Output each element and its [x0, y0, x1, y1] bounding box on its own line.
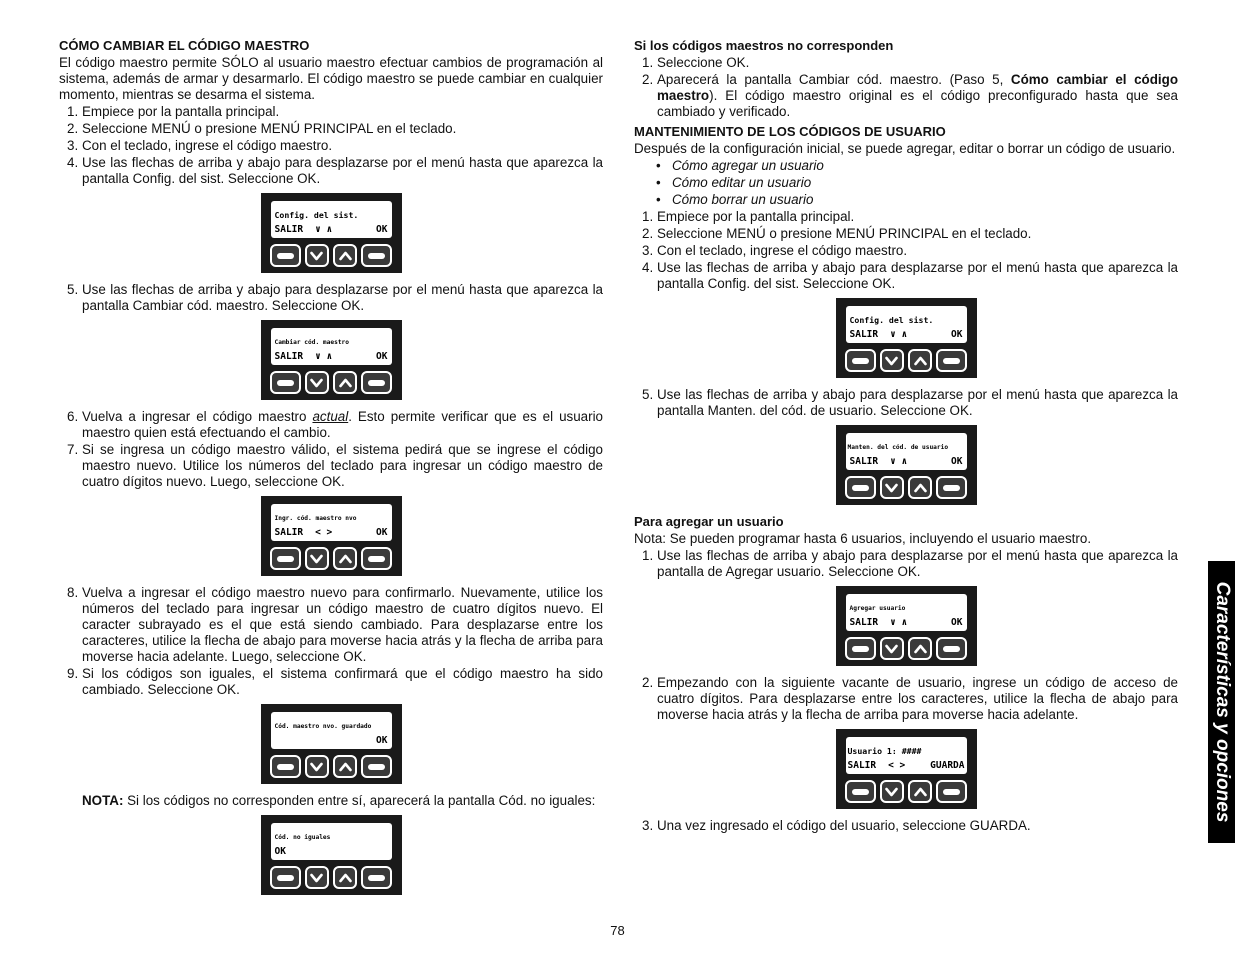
dash-icon: [368, 556, 385, 562]
keypad-screen: [271, 712, 392, 749]
chevron-down-icon: [885, 356, 898, 366]
right-softkey-button[interactable]: [936, 637, 967, 660]
section-title-mismatch: Si los códigos maestros no corresponden: [634, 38, 894, 53]
right-softkey-button[interactable]: [361, 547, 392, 570]
note-paragraph: [82, 793, 603, 809]
softkey-right: OK: [376, 351, 388, 362]
screen-softkeys: [850, 454, 963, 470]
down-arrow-button[interactable]: [305, 547, 329, 570]
screen-softkeys: [275, 349, 388, 365]
screen-softkeys: [275, 844, 388, 860]
step-text: Si se ingresa un código maestro válido, el sistema pedirá que se ingrese el código maestro nuevo. Utilice los números del teclado para ingresar un código maestro de cuatro dígitos nuevo. Luego, seleccione OK.: [82, 442, 603, 489]
dash-icon: [943, 646, 960, 652]
chevron-up-icon: [339, 873, 352, 883]
step-text-pre: Aparecerá la pantalla Cambiar cód. maestro. (Paso 5,: [657, 72, 1011, 87]
steps-list: [67, 104, 603, 187]
keypad-device: [836, 586, 977, 666]
down-arrow-button[interactable]: [305, 866, 329, 889]
dash-icon: [368, 253, 385, 259]
chevron-up-icon: [914, 644, 927, 654]
step-number: 4.: [67, 155, 79, 170]
keypad-device: [261, 496, 402, 576]
keypad-buttons: [270, 244, 393, 268]
steps-list: [642, 55, 1178, 120]
step-number: 2.: [642, 72, 654, 87]
up-arrow-button[interactable]: [908, 476, 932, 499]
chevron-down-icon: [310, 251, 323, 261]
list-item: [642, 260, 1178, 292]
screen-title: Config. del sist.: [274, 210, 359, 220]
bullet-text: Cómo editar un usuario: [672, 175, 812, 190]
chevron-up-icon: [914, 483, 927, 493]
left-softkey-button[interactable]: [845, 349, 876, 372]
dash-icon: [277, 253, 294, 259]
maintenance-intro: Después de la configuración inicial, se puede agregar, editar o borrar un código de usuario.: [634, 141, 1176, 156]
step-text: Seleccione MENÚ o presione MENÚ PRINCIPAL en el teclado.: [657, 226, 1032, 241]
down-arrow-button[interactable]: [305, 371, 329, 394]
down-arrow-button[interactable]: [305, 755, 329, 778]
right-softkey-button[interactable]: [361, 866, 392, 889]
steps-list: [67, 282, 603, 314]
right-column: [634, 38, 1178, 835]
chevron-up-icon: [339, 378, 352, 388]
list-item: [642, 387, 1178, 419]
up-arrow-button[interactable]: [908, 349, 932, 372]
step-text: Seleccione OK.: [657, 55, 750, 70]
down-arrow-button[interactable]: [880, 349, 904, 372]
left-softkey-button[interactable]: [270, 371, 301, 394]
softkey-left: SALIR: [849, 329, 879, 340]
list-item: [67, 442, 603, 490]
right-softkey-button[interactable]: [361, 755, 392, 778]
dash-icon: [277, 764, 294, 770]
keypad-buttons: [270, 755, 393, 779]
list-item: [67, 585, 603, 665]
list-item: [67, 138, 603, 154]
chevron-down-icon: [310, 378, 323, 388]
step-number: 5.: [67, 282, 79, 297]
left-softkey-button[interactable]: [270, 244, 301, 267]
left-softkey-button[interactable]: [845, 780, 876, 803]
side-section-tab: [1208, 561, 1235, 843]
keypad-buttons: [270, 547, 393, 571]
up-arrow-button[interactable]: [333, 547, 357, 570]
softkey-left: SALIR: [847, 760, 877, 771]
list-item: [67, 666, 603, 698]
down-arrow-button[interactable]: [880, 476, 904, 499]
step-text: Empezando con la siguiente vacante de usuario, ingrese un código de acceso de cuatro dígitos. Para desplazarse entre los caracteres, utilice la flecha de abajo para moverse hacia atrás y la flecha de arriba para moverse hacia adelante.: [657, 675, 1178, 722]
step-text: Si los códigos son iguales, el sistema confirmará que el código maestro ha sido cambiado. Seleccione OK.: [82, 666, 603, 697]
dash-icon: [368, 875, 385, 881]
list-item: [67, 104, 603, 120]
screen-softkeys: [850, 615, 963, 631]
section-title-add-user: Para agregar un usuario: [634, 514, 784, 529]
step-number: 1.: [67, 104, 79, 119]
chevron-down-icon: [885, 644, 898, 654]
steps-list: [642, 675, 1178, 723]
step-text: Una vez ingresado el código del usuario, seleccione GUARDA.: [657, 818, 1031, 833]
keypad-device: [261, 193, 402, 273]
down-arrow-button[interactable]: [880, 780, 904, 803]
keypad-buttons: [845, 637, 968, 661]
softkey-left: SALIR: [849, 456, 879, 467]
list-item: [642, 72, 1178, 120]
keypad-screen: [846, 594, 967, 631]
softkey-left: SALIR: [849, 617, 879, 628]
step-text: Use las flechas de arriba y abajo para desplazarse por el menú hasta que aparezca la pantalla Cambiar cód. maestro. Seleccione OK.: [82, 282, 603, 313]
list-item: [642, 818, 1178, 834]
step-number: 2.: [642, 226, 654, 241]
right-softkey-button[interactable]: [361, 371, 392, 394]
left-softkey-button[interactable]: [270, 866, 301, 889]
list-item: [67, 282, 603, 314]
softkey-arrows: ∨ ∧: [315, 224, 333, 235]
list-item: [642, 675, 1178, 723]
chevron-up-icon: [914, 787, 927, 797]
section-title-maintenance: MANTENIMIENTO DE LOS CÓDIGOS DE USUARIO: [634, 124, 946, 139]
list-item: [67, 155, 603, 187]
up-arrow-button[interactable]: [333, 371, 357, 394]
add-user-note: Nota: Se pueden programar hasta 6 usuarios, incluyendo el usuario maestro.: [634, 531, 1092, 546]
list-item: [656, 158, 1178, 174]
step-text: Seleccione MENÚ o presione MENÚ PRINCIPAL en el teclado.: [82, 121, 457, 136]
bullet-list: [656, 158, 1178, 208]
down-arrow-button[interactable]: [305, 244, 329, 267]
right-softkey-button[interactable]: [936, 780, 967, 803]
intro-paragraph: El código maestro permite SÓLO al usuario maestro efectuar cambios de programación al sistema, además de armar y desarmarlo. El código maestro se puede cambiar en cualquier momento, mientras se desarma el sistema.: [59, 55, 603, 102]
steps-list: [642, 209, 1178, 292]
chevron-up-icon: [339, 762, 352, 772]
up-arrow-button[interactable]: [333, 755, 357, 778]
steps-list: [642, 818, 1178, 834]
dash-icon: [368, 764, 385, 770]
keypad-screen: [846, 737, 967, 774]
up-arrow-button[interactable]: [333, 244, 357, 267]
keypad-device: [836, 298, 977, 378]
note-label: NOTA:: [82, 793, 124, 808]
step-text-post: ). El código maestro original es el código preconfigurado hasta que sea cambiado y verificado.: [657, 88, 1178, 119]
step-text: Use las flechas de arriba y abajo para desplazarse por el menú hasta que aparezca la pantalla Config. del sist. Seleccione OK.: [657, 260, 1178, 291]
bullet-text: Cómo agregar un usuario: [672, 158, 824, 173]
up-arrow-button[interactable]: [908, 780, 932, 803]
screen-softkeys: [275, 733, 388, 749]
screen-softkeys: [275, 525, 388, 541]
step-text-pre: Vuelva a ingresar el código maestro: [82, 409, 313, 424]
softkey-arrows: < >: [315, 527, 333, 538]
list-item: [656, 175, 1178, 191]
list-item: [642, 209, 1178, 225]
right-softkey-button[interactable]: [936, 349, 967, 372]
bullet-icon: •: [656, 192, 661, 207]
page-number: 78: [610, 923, 625, 938]
chevron-down-icon: [310, 762, 323, 772]
step-text: Con el teclado, ingrese el código maestro.: [657, 243, 908, 258]
list-item: [642, 548, 1178, 580]
softkey-left: SALIR: [274, 351, 304, 362]
step-number: 1.: [642, 209, 654, 224]
dash-icon: [277, 875, 294, 881]
left-softkey-button[interactable]: [270, 547, 301, 570]
keypad-device: [261, 704, 402, 784]
step-number: 5.: [642, 387, 654, 402]
step-text: Empiece por la pantalla principal.: [657, 209, 855, 224]
softkey-arrows: ∨ ∧: [890, 456, 908, 467]
step-number: 1.: [642, 548, 654, 563]
bullet-icon: •: [656, 158, 661, 173]
dash-icon: [943, 358, 960, 364]
screen-title: Usuario 1: ####: [847, 746, 922, 756]
softkey-left: SALIR: [274, 527, 304, 538]
keypad-screen: [271, 823, 392, 860]
step-text-post: . Esto permite verificar que es el usuario maestro quien está efectuando el cambio.: [82, 409, 603, 440]
step-number: 4.: [642, 260, 654, 275]
step-text: Use las flechas de arriba y abajo para desplazarse por el menú hasta que aparezca la pantalla de Agregar usuario. Seleccione OK.: [657, 548, 1178, 579]
keypad-screen: [271, 201, 392, 238]
up-arrow-button[interactable]: [333, 866, 357, 889]
keypad-screen: [271, 504, 392, 541]
dash-icon: [943, 485, 960, 491]
chevron-down-icon: [885, 787, 898, 797]
right-softkey-button[interactable]: [361, 244, 392, 267]
steps-list: [67, 409, 603, 490]
step-number: 8.: [67, 585, 79, 600]
keypad-device: [261, 815, 402, 895]
list-item: [656, 192, 1178, 208]
keypad-buttons: [845, 476, 968, 500]
step-text-bold: Cómo cambiar el código maestro: [657, 72, 1178, 103]
steps-list: [642, 548, 1178, 580]
step-number: 6.: [67, 409, 79, 424]
step-text: Use las flechas de arriba y abajo para desplazarse por el menú hasta que aparezca la pantalla Manten. del cód. de usuario. Seleccione OK.: [657, 387, 1178, 418]
left-softkey-button[interactable]: [270, 755, 301, 778]
side-tab-label: Características y opciones: [1211, 581, 1233, 823]
screen-title: Config. del sist.: [849, 315, 934, 325]
screen-softkeys: [850, 327, 963, 343]
keypad-device: [836, 425, 977, 505]
keypad-screen: [846, 306, 967, 343]
bullet-icon: •: [656, 175, 661, 190]
chevron-up-icon: [339, 554, 352, 564]
softkey-right: OK: [951, 329, 963, 340]
up-arrow-button[interactable]: [908, 637, 932, 660]
keypad-screen: [846, 433, 967, 470]
note-text: Si los códigos no corresponden entre sí, aparecerá la pantalla Cód. no iguales:: [123, 793, 596, 808]
softkey-right: GUARDA: [930, 760, 965, 771]
screen-title: Cód. maestro nvo. guardado: [274, 723, 372, 730]
dash-icon: [277, 380, 294, 386]
screen-softkeys: [275, 222, 388, 238]
keypad-device: [836, 729, 977, 809]
softkey-right: OK: [376, 735, 388, 746]
step-number: 9.: [67, 666, 79, 681]
dash-icon: [852, 789, 869, 795]
screen-title: Ingr. cód. maestro nvo: [274, 515, 357, 522]
screen-softkeys: [848, 758, 965, 774]
softkey-arrows: ∨ ∧: [890, 329, 908, 340]
chevron-down-icon: [310, 873, 323, 883]
steps-list: [67, 585, 603, 698]
softkey-arrows: ∨ ∧: [890, 617, 908, 628]
step-number: 3.: [642, 243, 654, 258]
section-title-change-master: CÓMO CAMBIAR EL CÓDIGO MAESTRO: [59, 38, 310, 53]
step-text: Vuelva a ingresar el código maestro nuevo para confirmarlo. Nuevamente, utilice los números del teclado para ingresar un código maestro de cuatro dígitos nuevo. El caracter subrayado es el que está siendo cambiado. Para desplazarse entre los caracteres, utilice la flecha de abajo para moverse hacia atrás y la flecha de arriba para moverse hacia adelante. Luego, seleccione OK.: [82, 585, 603, 664]
chevron-down-icon: [310, 554, 323, 564]
left-column: [59, 38, 603, 904]
step-text: Use las flechas de arriba y abajo para desplazarse por el menú hasta que aparezca la pantalla Config. del sist. Seleccione OK.: [82, 155, 603, 186]
screen-title: Agregar usuario: [849, 605, 906, 612]
keypad-screen: [271, 328, 392, 365]
step-text: Empiece por la pantalla principal.: [82, 104, 280, 119]
keypad-device: [261, 320, 402, 400]
keypad-buttons: [270, 866, 393, 890]
dash-icon: [277, 556, 294, 562]
keypad-buttons: [270, 371, 393, 395]
dash-icon: [852, 358, 869, 364]
down-arrow-button[interactable]: [880, 637, 904, 660]
dash-icon: [852, 485, 869, 491]
softkey-right: OK: [951, 617, 963, 628]
softkey-left: OK: [274, 846, 286, 857]
list-item: [642, 226, 1178, 242]
steps-list: [642, 387, 1178, 419]
screen-title: Manten. del cód. de usuario: [847, 444, 949, 451]
dash-icon: [943, 789, 960, 795]
step-number: 3.: [642, 818, 654, 833]
step-number: 2.: [67, 121, 79, 136]
screen-title: Cód. no iguales: [274, 834, 331, 841]
step-text: Con el teclado, ingrese el código maestro.: [82, 138, 333, 153]
softkey-right: OK: [376, 224, 388, 235]
step-number: 1.: [642, 55, 654, 70]
softkey-left: SALIR: [274, 224, 304, 235]
chevron-up-icon: [339, 251, 352, 261]
list-item: [642, 243, 1178, 259]
softkey-arrows: < >: [888, 760, 906, 771]
list-item: [67, 409, 603, 441]
softkey-right: OK: [951, 456, 963, 467]
keypad-buttons: [845, 780, 968, 804]
dash-icon: [368, 380, 385, 386]
softkey-right: OK: [376, 527, 388, 538]
chevron-down-icon: [885, 483, 898, 493]
bullet-text: Cómo borrar un usuario: [672, 192, 814, 207]
step-number: 3.: [67, 138, 79, 153]
step-number: 7.: [67, 442, 79, 457]
left-softkey-button[interactable]: [845, 476, 876, 499]
left-softkey-button[interactable]: [845, 637, 876, 660]
dash-icon: [852, 646, 869, 652]
right-softkey-button[interactable]: [936, 476, 967, 499]
chevron-up-icon: [914, 356, 927, 366]
list-item: [642, 55, 1178, 71]
step-number: 2.: [642, 675, 654, 690]
keypad-buttons: [845, 349, 968, 373]
step-text-emphasis: actual: [312, 409, 349, 424]
softkey-arrows: ∨ ∧: [315, 351, 333, 362]
list-item: [67, 121, 603, 137]
screen-title: Cambiar cód. maestro: [274, 339, 350, 346]
